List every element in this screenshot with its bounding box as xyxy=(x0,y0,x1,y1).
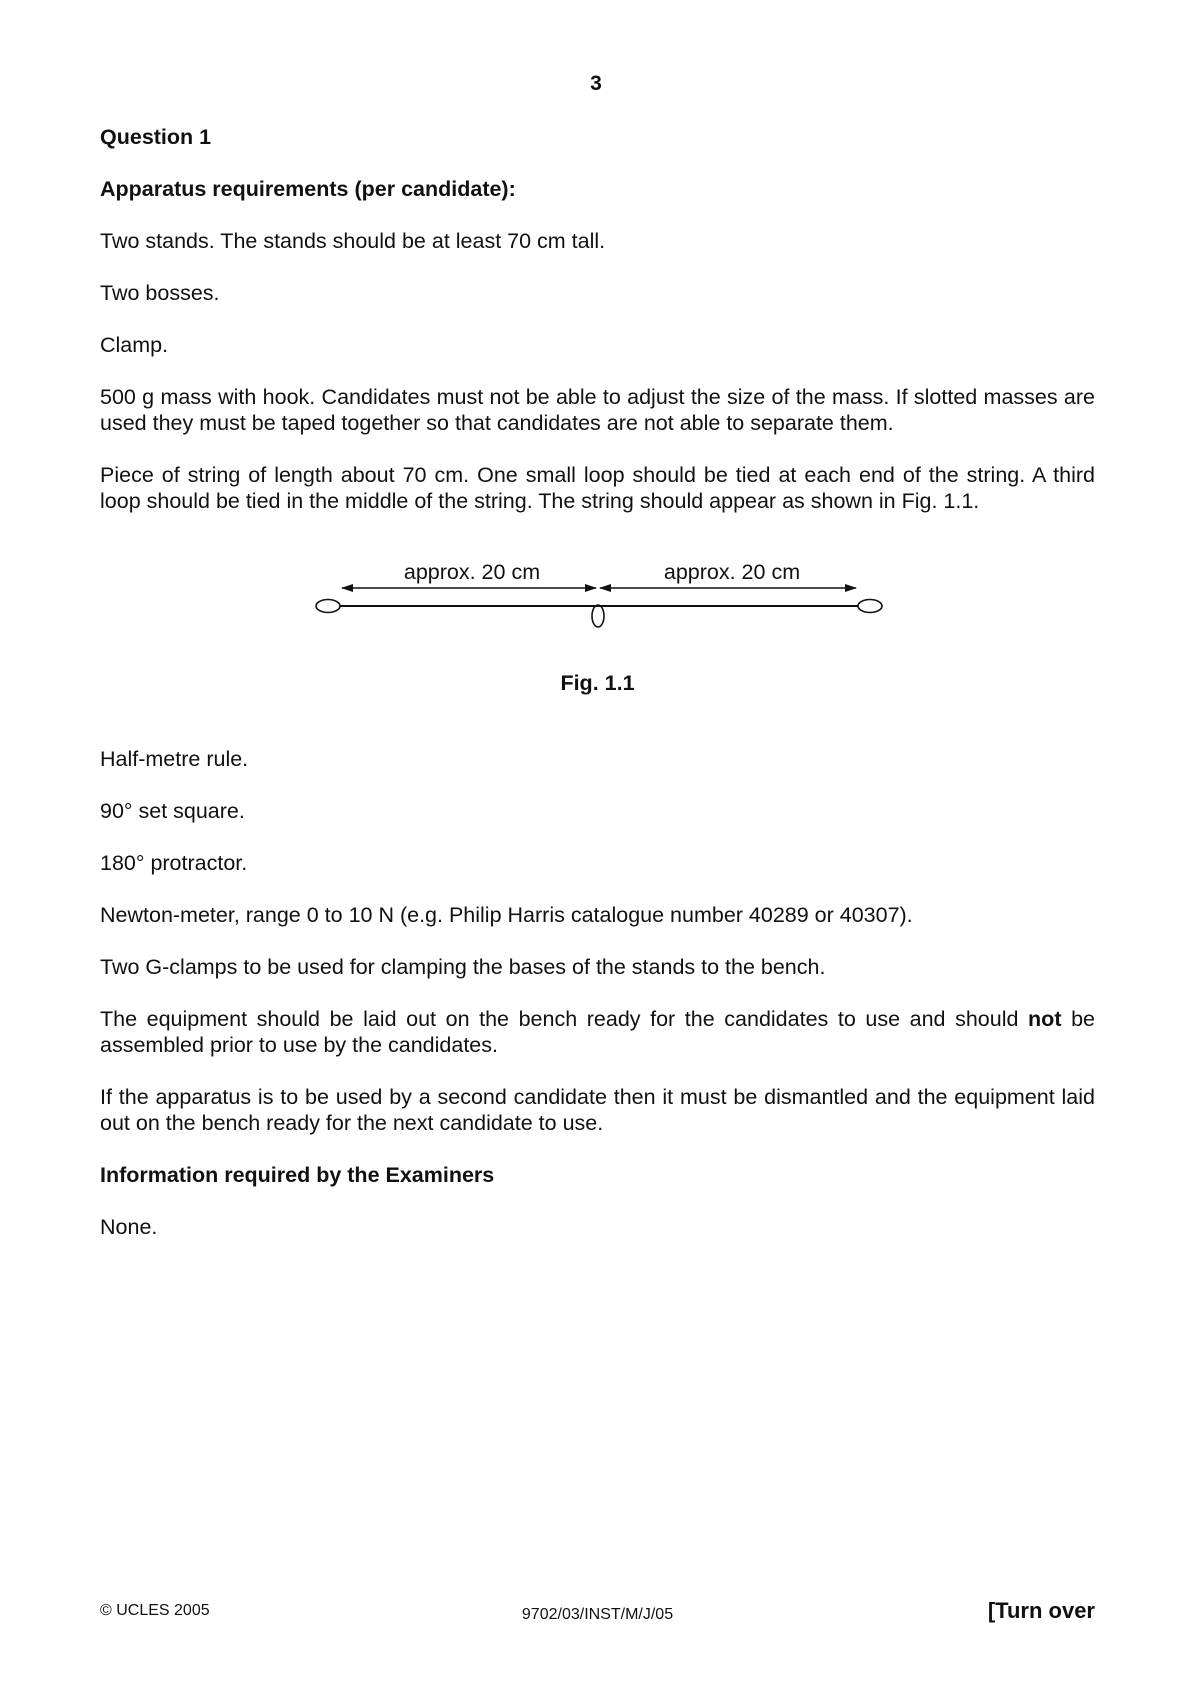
right-end-loop xyxy=(858,600,882,613)
footer-document-code: 9702/03/INST/M/J/05 xyxy=(521,1606,674,1623)
page-number: 3 xyxy=(590,72,602,95)
footer-copyright: © UCLES 2005 xyxy=(100,1602,210,1619)
info-heading: Information required by the Examiners xyxy=(100,1163,495,1187)
footer-turn-over: [Turn over xyxy=(987,1598,1095,1623)
string-diagram-svg xyxy=(100,540,1095,644)
page-footer xyxy=(100,1598,1095,1638)
item-newton-meter: Newton-meter, range 0 to 10 N (e.g. Philip Harris catalogue number 40289 or 40307). xyxy=(100,903,913,927)
item-string: Piece of string of length about 70 cm. One small loop should be tied at each end of the string. A third loop should be tied in the middle of the string. The string should appear as shown in Fig. 1.1. xyxy=(100,463,1095,513)
equipment-text-bold: not xyxy=(1028,1007,1062,1031)
document-body xyxy=(100,124,1095,1266)
left-end-loop xyxy=(316,600,340,613)
item-g-clamps: Two G-clamps to be used for clamping the bases of the stands to the bench. xyxy=(100,955,826,979)
item-protractor: 180° protractor. xyxy=(100,851,248,875)
middle-loop xyxy=(592,605,604,627)
item-mass: 500 g mass with hook. Candidates must not be able to adjust the size of the mass. If slotted masses are used they must be taped together so that candidates are not able to separate them. xyxy=(100,385,1095,435)
info-text: None. xyxy=(100,1215,158,1239)
equipment-text-end: be assembled prior to use by the candidates. xyxy=(100,1007,1095,1057)
item-second-candidate: If the apparatus is to be used by a second candidate then it must be dismantled and the equipment laid out on the bench ready for the next candidate to use. xyxy=(100,1085,1095,1135)
item-clamp: Clamp. xyxy=(100,333,169,357)
figure-caption: Fig. 1.1 xyxy=(560,671,635,695)
string-diagram xyxy=(100,540,1095,644)
item-set-square: 90° set square. xyxy=(100,799,245,823)
item-rule: Half-metre rule. xyxy=(100,747,249,771)
item-bosses: Two bosses. xyxy=(100,281,220,305)
item-equipment-layout xyxy=(100,1006,1095,1058)
left-length-label: approx. 20 cm xyxy=(403,560,541,584)
question-heading: Question 1 xyxy=(100,125,212,149)
right-length-label: approx. 20 cm xyxy=(663,560,801,584)
apparatus-heading: Apparatus requirements (per candidate): xyxy=(100,177,516,201)
item-stands: Two stands. The stands should be at least 70 cm tall. xyxy=(100,229,606,253)
equipment-text-start: The equipment should be laid out on the bench ready for the candidates to use and should xyxy=(100,1007,1029,1031)
